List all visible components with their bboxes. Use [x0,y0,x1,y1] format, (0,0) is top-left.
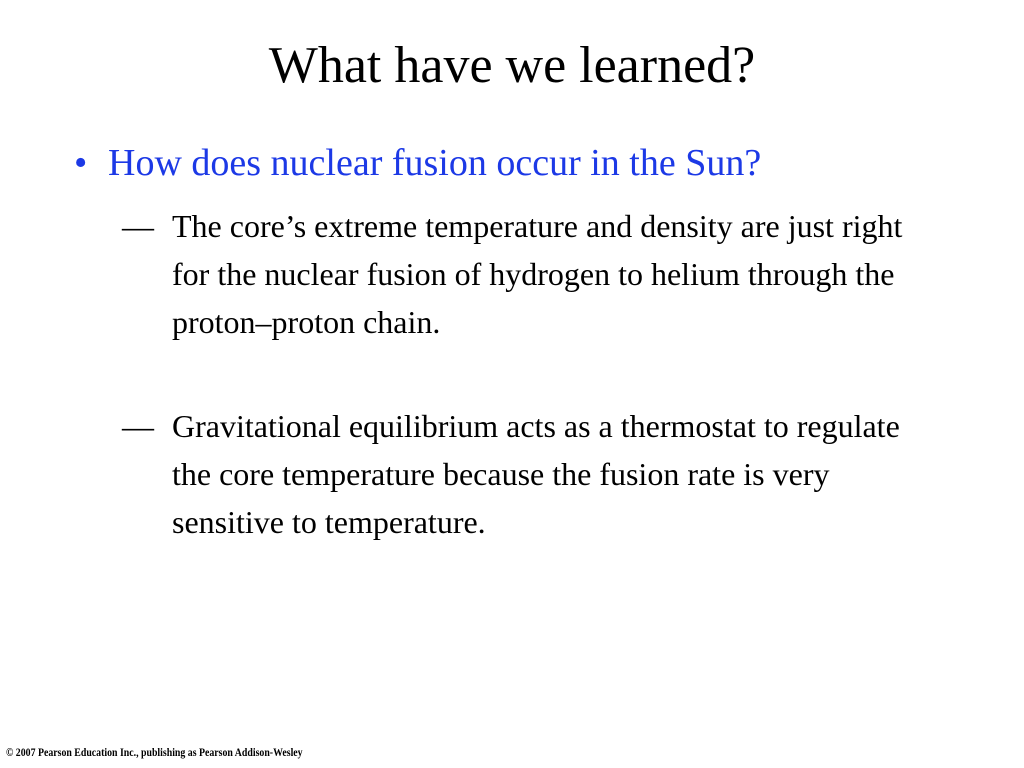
main-bullet [74,140,974,186]
bullet-marker: • [74,142,88,184]
copyright-footer: © 2007 Pearson Education Inc., publishing as Pearson Addison-Wesley [6,745,303,759]
bullet-question: How does nuclear fusion occur in the Sun? [108,142,762,184]
sub-point-text: Gravitational equilibrium acts as a thermostat to regulate the core temperature because the fusion rate is very sensitive to temperature. [172,408,900,540]
dash-marker: — [122,408,154,444]
sub-point-core [122,202,942,346]
sub-point-equilibrium [122,402,942,546]
dash-marker: — [122,208,154,244]
sub-point-text: The core’s extreme temperature and density are just right for the nuclear fusion of hydrogen to helium through the proton–proton chain. [172,208,903,340]
slide-title: What have we learned? [268,37,756,94]
